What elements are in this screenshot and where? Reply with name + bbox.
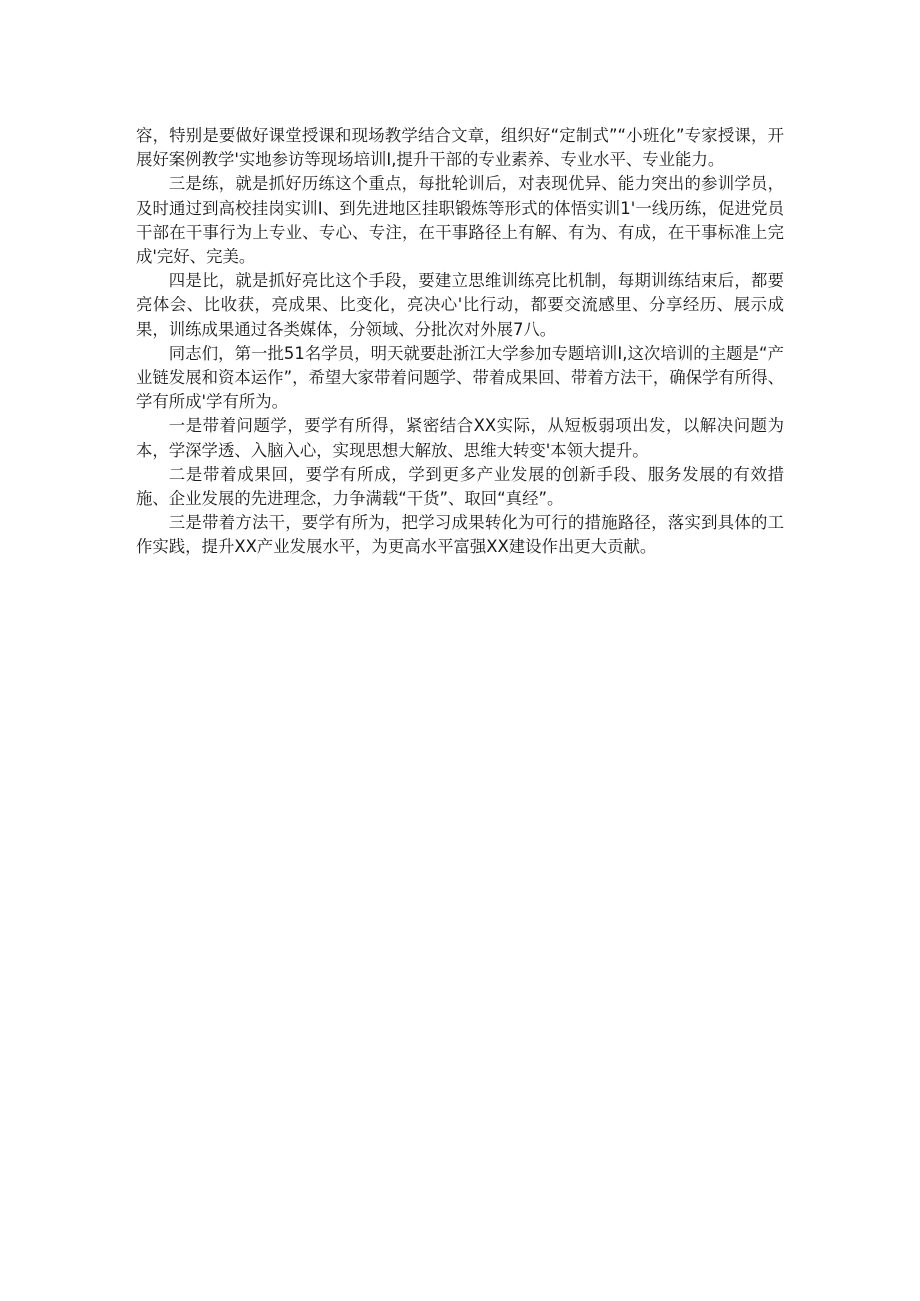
paragraph-learn-with-questions: 一是带着问题学，要学有所得，紧密结合XX实际，从短板弱项出发，以解决问题为本，学深学透、入脑入心，实现思想大解放、思维大转变'本领大提升。 [136,416,784,460]
paragraph-address: 同志们，第一批51名学员，明天就要赴浙江大学参加专题培训I,这次培训的主题是“产业链发展和资本运作”，希望大家带着问题学、带着成果回、带着方法干，确保学有所得、学有所成'学有所为。 [136,343,784,412]
paragraph-continuation: 容，特别是要做好课堂授课和现场教学结合文章，组织好“定制式”“小班化”专家授课，开展好案例教学'实地参访等现场培训I,提升干部的专业素养、专业水平、专业能力。 [136,126,784,170]
paragraph-return-with-results: 二是带着成果回，要学有所成，学到更多产业发展的创新手段、服务发展的有效措施、企业发展的先进理念，力争满载“干货”、取回“真经”。 [136,464,784,509]
document-body [136,124,784,560]
paragraph-practice: 三是练，就是抓好历练这个重点，每批轮训后，对表现优异、能力突出的参训学员，及时通过到高校挂岗实训I、到先进地区挂职锻炼等形式的体悟实训1'一线历练，促进党员干部在干事行为上专业、专心、专注，在干事路径上有解、有为、有成，在干事标准上完成'完好、完美。 [136,174,784,267]
paragraph-work-with-methods: 三是带着方法干，要学有所为，把学习成果转化为可行的措施路径，落实到具体的工作实践，提升XX产业发展水平，为更高水平富强XX建设作出更大贡献。 [136,513,784,557]
paragraph-compare: 四是比，就是抓好亮比这个手段，要建立思维训练亮比机制，每期训练结束后，都要亮体会、比收获，亮成果、比变化，亮决心'比行动，都要交流感里、分享经历、展示成果，训练成果通过各类媒体，分领域、分批次对外展7八。 [136,271,784,339]
